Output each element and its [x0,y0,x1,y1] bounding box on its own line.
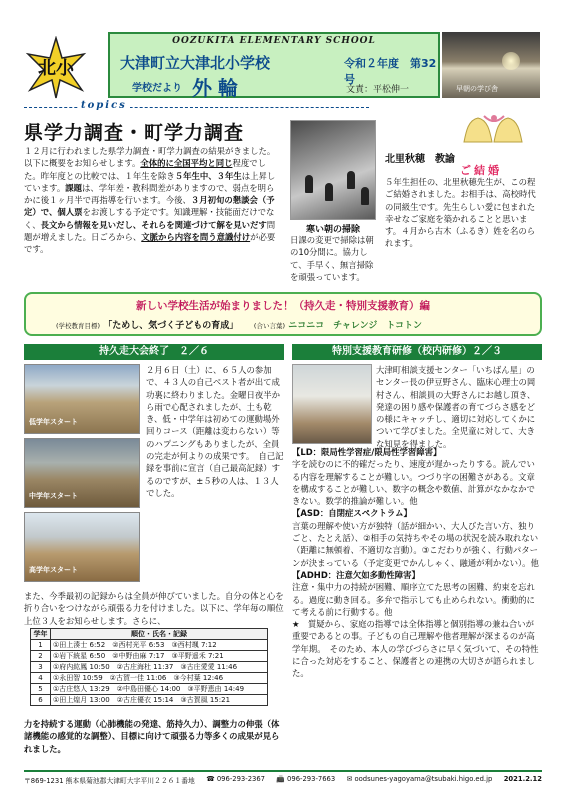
table-header: 学年 [31,629,51,640]
adhd-text: 注意・集中力の持続が困難、順序立てた思考の困難、約束を忘れる。過度に動き回る。多弁で指示しても止められない。衝動的にて考える前に行動する。他 [292,582,535,617]
support-details [292,446,542,680]
masthead [108,32,440,98]
article-body: １２月に行われました県学力調査・町学力調査の結果がきました。以下に概要をお知らせします。全体的に全国平均と同じ程度でした。昨年度との比較では、１年生を除き５年生中、３年生は上昇しています。課題は、学年差・教科間差がありますので、弱点を明らかに後１ヶ月半で再指導を行います。今後、３月初旬の懇談会（予定）で、個人票をお渡しする予定です。知識理解・技能面だけでなく、長文から情報を見いだし、それらを関連づけて解を見いだす問題が増えました。日ごろから、文脈から内容を問う意識付けが必要です。 [24,146,276,255]
fax: 📠 096-293-7663 [276,775,336,783]
race-photo-lower [24,364,140,434]
cleaning-photo [290,120,376,220]
photo-caption: 早朝の学び舎 [456,85,498,93]
newsletter-label: 学校だより [132,83,182,94]
table-row: 3 ①府内紘鳳 10:50 ②古庄海杜 11:37 ③古庄愛愛 11:46 [31,662,268,673]
support-section-header: 特別支援教育研修（校内研修）２／３ [292,344,542,360]
phone: ☎ 096-293-2367 [206,775,266,783]
race-conclusion: 力を持続する運動（心肺機能の発達、筋持久力）、調整力の伸張（体諸機能の感覚的な調整）、目標に向けて頑張る力等多くの成果が見られました。 [24,719,280,754]
congrats-label: ご結婚 [460,164,502,177]
table-header: 順位・氏名・記録 [51,629,268,640]
photo-caption: 中学年スタート [29,492,78,500]
banner-title: 新しい学校生活が始まりました！（持久走・特別支援教育）編 [136,300,430,312]
table-row: 6 ①田上煌月 13:00 ②古庄優衣 15:14 ③古賀風 15:21 [31,695,268,706]
school-goal: 「ためし、気づく子どもの育成」 [103,321,239,331]
marriage-body: ５年生担任の、北里秋穂先生が、この程ご結婚されました。お相手は、高校時代の同級生です。先生らしい愛に包まれた幸せなご家庭を築かれることと思います。４月から古木（ふるき）姓を名のられます。 [385,177,536,249]
school-name-english: OOZUKITA ELEMENTARY SCHOOL [172,36,376,46]
training-photo [292,364,372,444]
table-row: 2 ①岩下統星 6:50 ②中野由麻 7:17 ③平野遥禾 7:21 [31,651,268,662]
author: 文責：平松伸一 [346,85,410,95]
publish-date: 2021.2.12 [503,775,542,783]
race-photo-middle [24,438,140,508]
school-name: 大津町立大津北小学校 [120,54,271,72]
issue-number: 令和２年度 第32号 [344,57,437,86]
cleaning-title: 寒い朝の掃除 [305,225,360,235]
table-row: 4 ①永田智 10:59 ②古賀一佳 11:06 ③今村葉 12:46 [31,673,268,684]
table-row: 1 ①田上湊士 6:52 ②西村光平 6:53 ③西村颯 7:12 [31,640,268,651]
race-section-header: 持久走大会終了 ２／６ [24,344,284,360]
article-title: 県学力調査・町学力調査 [24,122,245,144]
table-row: 5 ①古庄悠人 13:29 ②中島田優心 14:00 ③平野恵由 14:49 [31,684,268,695]
email-link[interactable]: ✉ oodsunes-yagoyama@tsubaki.higo.ed.jp [346,775,493,783]
divider [24,107,369,108]
sun-icon [502,52,520,70]
race-body-continued: また、今季最初の記録からは全員が伸びていました。自分の体と心を折り合いをつけながら頑張る力を付けました。以下に、学年毎の順位上位３人をお知らせします。さらに、 [24,591,284,626]
school-emblem-icon [24,36,88,100]
photo-caption: 高学年スタート [29,566,78,574]
morning-school-photo [442,32,540,98]
ld-text: 字を読むのに不的確だったり、速度が遅かったりする。読んでいる内容を理解することが難しい。つづり字の困難さがある。文章を構成することが難しい、数字の概念や数値、計算がなかなかできない。数学的推論が難しい。他 [292,459,535,507]
cleaning-body: 日課の変更で掃除は朝の10分間に。協力して、手早く、無言掃除を頑張っています。 [290,235,374,282]
ld-heading: 【LD：限局性学習症/限局性学習障害】 [292,447,442,457]
qa-summary: ★ 質疑から、家庭の指導では全体指導と個別指導の兼ね合いが重要であるとの事。子どもの自己理解や他者理解が深まるのが高学年期。 そのため、本人の学びづらさに早く気づいて、その特性に合った対応をすること、保護者との連携の大切さが語られました。 [292,619,539,679]
address: 〒869-1231 熊本県菊池郡大津町大字平川２２６１番地 [24,777,195,785]
topics-label: topics [78,100,130,111]
race-photo-upper [24,512,140,582]
wedding-bells-icon [458,112,534,152]
goal-label: (学校教育目標) [56,322,101,330]
motto-label: (合い言葉) [253,322,285,330]
banner-motto-row [56,318,422,331]
asd-heading: 【ASD：自閉症スペクトラム】 [292,508,412,519]
race-body: ２月６日（土）に、６５人の参加で、４３人の自己ベスト者が出て成功裏に終わりました。金曜日夜半から雨で心配されましたが、土も乾き、低・中学年は初めての運動場外回りコース（距離は変わらない）等のハプニングもありましたが、全員の完走が何よりの成果です。 自己記録を事前に宣言（自己最高記録）するのですが、±５秒の人は、１３人でした。 [146,365,284,498]
newsletter-title: 外輪 [192,76,244,100]
asd-text: 言葉の理解や使い方が独特（話が細かい、大人びた言い方、独りごと、たとえ話）、②相手の気持ちやその場の状況を読み取れない（距離に無頓着、不適切な言動）。③こだわりが強く、行動パターンが決まっている（予定変更でかんしゃく、融通が利かない）。他 [292,520,539,568]
svg-text:北小: 北小 [38,58,74,79]
footer [24,770,542,785]
teacher-name: 北里秋穂 教諭 [385,154,455,165]
photo-caption: 低学年スタート [29,418,78,426]
theme-banner [24,292,542,336]
race-results-table [30,628,268,706]
school-motto: ニコニコ チャレンジ トコトン [288,321,423,331]
support-intro: 大津町相談支援センター「いちばん星」のセンター長の伊豆野さん、臨床心理士の岡村さん、相談員の大野さんにお越し頂き、発達の困り感や保護者の育てづらさ感をどの様にキャッチし、適切に対応してくかについて学びました。全児童に対して、大きな知見を得ました。 [376,365,536,449]
adhd-heading: 【ADHD：注意欠如多動性障害】 [292,569,420,580]
